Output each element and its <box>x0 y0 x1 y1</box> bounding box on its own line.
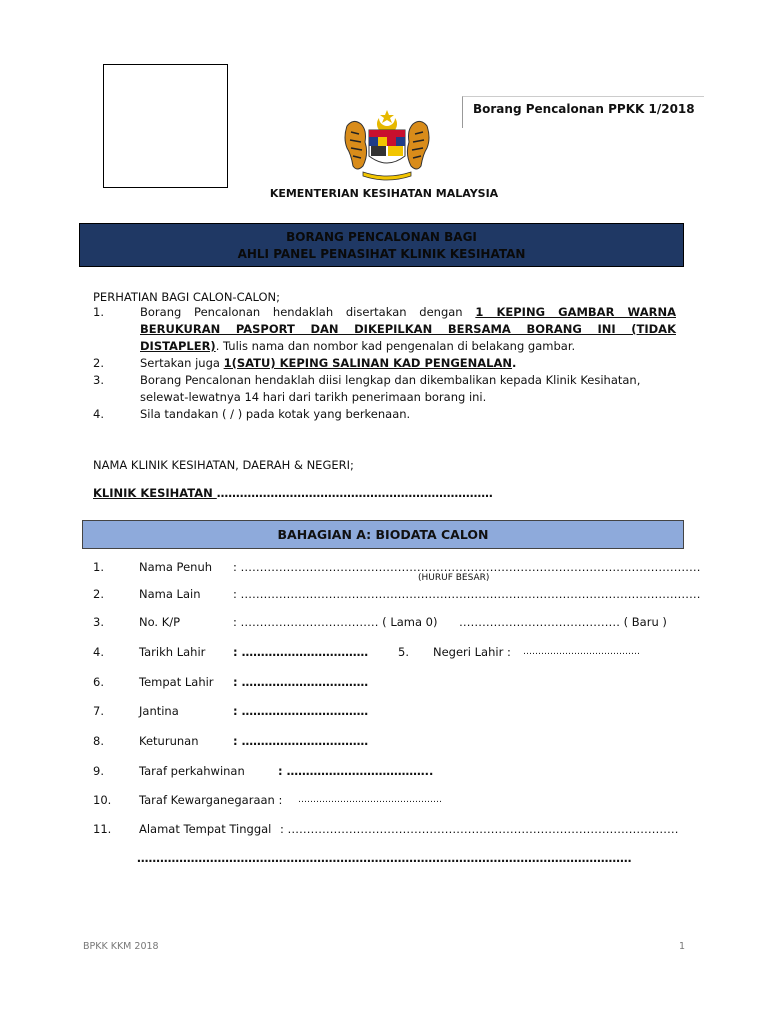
malaysia-coat-of-arms-icon <box>339 108 435 182</box>
taraf-perkahwinan-input[interactable]: : ……………………………….. <box>278 764 434 778</box>
nama-lain-input[interactable]: : ………………………………………………………………………………………………………… <box>233 587 701 601</box>
field-tempat-lahir[interactable]: 6. Tempat Lahir : …………………………… <box>93 675 369 689</box>
clinic-label: NAMA KLINIK KESIHATAN, DAERAH & NEGERI; <box>93 458 354 472</box>
negeri-lahir-label: Negeri Lahir : <box>433 645 511 659</box>
uppercase-hint: (HURUF BESAR) <box>418 573 490 583</box>
tempat-lahir-input[interactable]: : …………………………… <box>233 675 369 689</box>
section-a-header: BAHAGIAN A: BIODATA CALON <box>82 520 684 549</box>
form-reference: Borang Pencalonan PPKK 1/2018 <box>462 96 704 128</box>
nama-penuh-input[interactable]: : ………………………………………………………………………………………………………… <box>233 560 701 574</box>
taraf-kewarganegaraan-input[interactable]: ………………………………………… <box>298 795 442 805</box>
clinic-field[interactable] <box>93 486 493 500</box>
alamat-input-line1[interactable]: : ………………………………………………………………………………………… <box>280 822 679 836</box>
field-alamat[interactable]: 11. Alamat Tempat Tinggal : ………………………………………………………………………………………… <box>93 822 679 836</box>
notice-heading: PERHATIAN BAGI CALON-CALON; <box>93 290 280 304</box>
negeri-lahir-input[interactable]: ………………………………… <box>523 647 640 657</box>
alamat-input-line2[interactable]: ………………………………………………………………………………………………………………… <box>137 851 632 865</box>
field-jantina[interactable]: 7. Jantina : …………………………… <box>93 704 369 718</box>
clinic-field-dots[interactable]: ……………………………………………………………… <box>216 486 493 500</box>
photo-box <box>103 64 228 188</box>
field-alamat-line2[interactable] <box>93 849 683 867</box>
notice-item-1: 1. Borang Pencalonan hendaklah disertakan dengan 1 KEPING GAMBAR WARNA BERUKURAN PASPORT DAN DIKEPILKAN BERSAMA BORANG INI (TIDAK DISTAPLER). Tulis nama dan nombor kad pengenalan di belakang gambar. <box>93 305 676 353</box>
field-nama-lain[interactable]: 2. Nama Lain : ………………………………………………………………………………………………………… <box>93 587 701 601</box>
field-no-kp[interactable]: 3. No. K/P : ……………………………… ( Lama 0) …………………………………… ( Baru ) <box>93 615 667 629</box>
field-keturunan[interactable]: 8. Keturunan : …………………………… <box>93 734 369 748</box>
page-number: 1 <box>679 941 686 952</box>
field-nama-penuh[interactable]: 1. Nama Penuh : ………………………………………………………………………………………………………… <box>93 560 701 574</box>
form-title-line1: BORANG PENCALONAN BAGI <box>286 230 477 244</box>
notice-item-4: 4. Sila tandakan ( / ) pada kotak yang berkenaan. <box>93 407 411 421</box>
ministry-name: KEMENTERIAN KESIHATAN MALAYSIA <box>269 187 499 200</box>
form-title-banner <box>79 223 684 267</box>
field-taraf-perkahwinan[interactable]: 9. Taraf perkahwinan : ……………………………….. <box>93 764 434 778</box>
notice-item-2: 2. Sertakan juga 1(SATU) KEPING SALINAN KAD PENGENALAN. <box>93 356 517 370</box>
clinic-field-label: KLINIK KESIHATAN <box>93 486 217 500</box>
jantina-input[interactable]: : …………………………… <box>233 704 369 718</box>
form-title-line2: AHLI PANEL PENASIHAT KLINIK KESIHATAN <box>237 247 526 261</box>
no-kp-lama-input[interactable]: : ……………………………… ( Lama 0) <box>233 615 438 629</box>
keturunan-input[interactable]: : …………………………… <box>233 734 369 748</box>
footer-text: BPKK KKM 2018 <box>83 941 159 952</box>
tarikh-lahir-input[interactable]: : …………………………… <box>233 645 369 659</box>
no-kp-baru-input[interactable]: …………………………………… ( Baru ) <box>459 615 667 629</box>
field-taraf-kewarganegaraan[interactable]: 10. Taraf Kewarganegaraan : ………………………………………… <box>93 793 442 807</box>
notice-item-3: 3. Borang Pencalonan hendaklah diisi lengkap dan dikembalikan kepada Klinik Kesihatan, selewat-lewatnya 14 hari dari tarikh penerimaan borang ini. <box>93 373 641 404</box>
field-tarikh-lahir[interactable]: 4. Tarikh Lahir : …………………………… 5. Negeri Lahir : ………………………………… <box>93 645 640 659</box>
